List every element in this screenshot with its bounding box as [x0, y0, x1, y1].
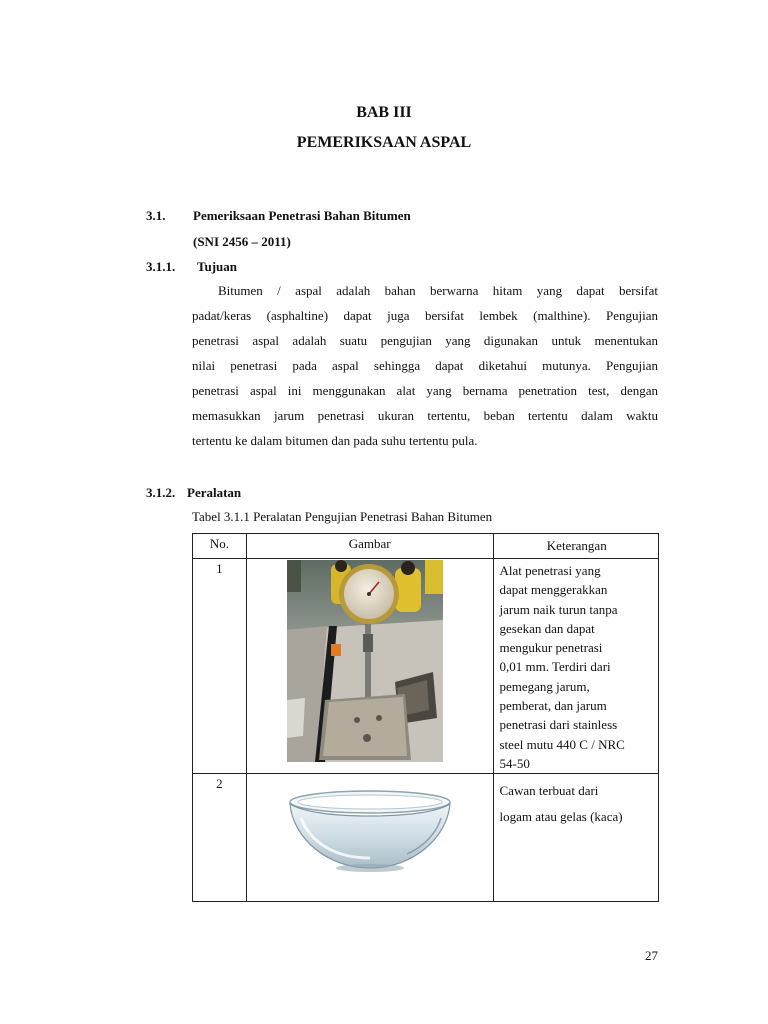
- row-description: [493, 559, 659, 774]
- description-line: penetrasi dari stainless: [499, 717, 618, 733]
- section-number: 3.1.: [146, 208, 166, 223]
- row-number: 1: [193, 559, 247, 774]
- row-image-cell: [246, 774, 493, 902]
- subsection-tujuan-number: 3.1.1.: [146, 259, 176, 274]
- tujuan-paragraph: [192, 278, 658, 453]
- description-line: Cawan terbuat dari: [499, 783, 599, 799]
- paragraph-line: tertentu ke dalam bitumen dan pada suhu tertentu pula.: [192, 433, 478, 448]
- table-row: [193, 559, 659, 774]
- description-line: logam atau gelas (kaca): [499, 809, 623, 825]
- description-line: jarum naik turun tanpa: [499, 601, 618, 617]
- paragraph-line: nilai penetrasi pada aspal sehingga dapat diketahui mutunya. Pengujian: [192, 358, 658, 373]
- paragraph-line: penetrasi aspal adalah suatu pengujian yang digunakan untuk menentukan: [192, 333, 658, 348]
- chapter-number: BAB III: [356, 104, 412, 121]
- chapter-title: PEMERIKSAAN ASPAL: [296, 134, 472, 151]
- description-line: pemegang jarum,: [499, 678, 590, 694]
- equipment-table: [192, 533, 659, 902]
- page-number: 27: [645, 948, 658, 963]
- description-line: pemberat, dan jarum: [499, 698, 607, 714]
- subsection-peralatan-number: 3.1.2.: [146, 485, 176, 500]
- description-line: steel mutu 440 C / NRC: [499, 736, 625, 752]
- description-line: Alat penetrasi yang: [499, 563, 601, 578]
- glass-bowl-photo: [287, 788, 453, 874]
- subsection-peralatan-title: Peralatan: [187, 485, 242, 500]
- description-line: 54-50: [499, 755, 530, 771]
- paragraph-line: Bitumen / aspal adalah bahan berwarna hitam yang dapat bersifat: [218, 283, 658, 298]
- paragraph-line: memasukkan jarum penetrasi ukuran tertentu, beban tertentu dalam waktu: [192, 408, 658, 423]
- description-line: mengukur penetrasi: [499, 640, 603, 656]
- paragraph-line: penetrasi aspal ini menggunakan alat yang bernama penetration test, dengan: [192, 383, 658, 398]
- penetration-test-apparatus-photo: [287, 560, 443, 762]
- header-no: No.: [193, 534, 247, 559]
- header-keterangan: Keterangan: [493, 534, 659, 559]
- table-caption: Tabel 3.1.1 Peralatan Pengujian Penetrasi Bahan Bitumen: [192, 509, 493, 524]
- section-standard: (SNI 2456 – 2011): [193, 234, 291, 249]
- section-title: Pemeriksaan Penetrasi Bahan Bitumen: [193, 208, 411, 223]
- row-description: [493, 774, 659, 902]
- description-line: 0,01 mm. Terdiri dari: [499, 659, 611, 675]
- table-header-row: [193, 534, 659, 559]
- row-image-cell: [246, 559, 493, 774]
- subsection-tujuan-title: Tujuan: [197, 259, 237, 274]
- table-row: [193, 774, 659, 902]
- row-number: 2: [193, 774, 247, 902]
- header-gambar: Gambar: [246, 534, 493, 559]
- description-line: gesekan dan dapat: [499, 620, 595, 636]
- paragraph-line: padat/keras (asphaltine) dapat juga bersifat lembek (malthine). Pengujian: [192, 308, 658, 323]
- description-line: dapat menggerakkan: [499, 582, 608, 598]
